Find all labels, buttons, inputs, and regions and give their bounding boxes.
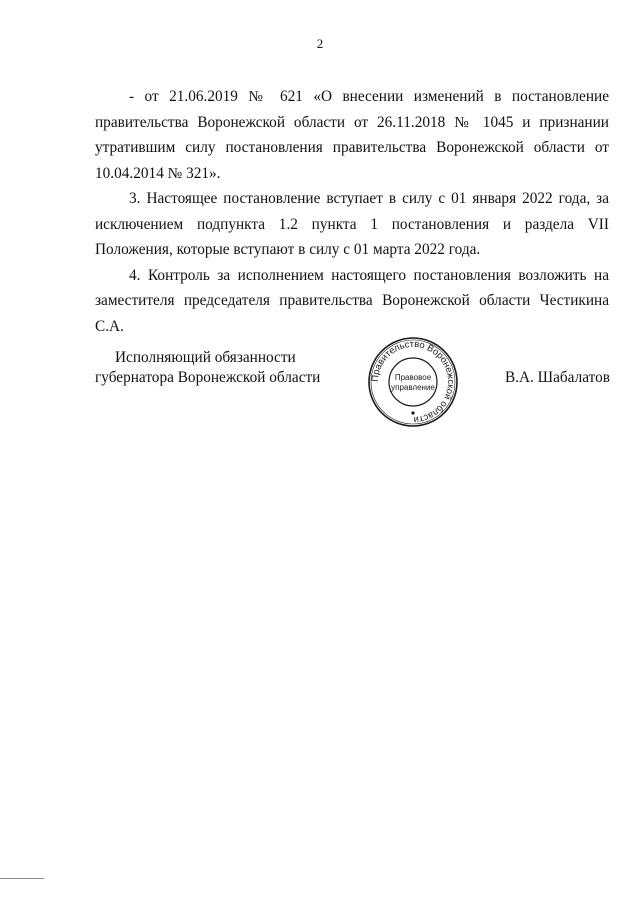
stamp-inner-line1: Правовое: [394, 373, 432, 382]
paragraph-control-assignment: 4. Контроль за исполнением настоящего постановления возложить на заместителя председателя правительства Воронежской области Честикина С.А.: [95, 266, 609, 335]
page-number: 2: [316, 36, 324, 51]
stamp-inner-ring: [389, 358, 437, 406]
signer-name: В.А. Шабалатов: [504, 369, 610, 386]
stamp-dot: [411, 411, 414, 414]
signer-title: [95, 348, 320, 388]
footer-divider: [0, 878, 44, 879]
signer-title-line2: губернатора Воронежской области: [95, 369, 321, 386]
stamp-inner-line2: управление: [391, 383, 435, 392]
signer-title-line1: Исполняющий обязанности: [115, 349, 296, 366]
stamp-outer-text: Правительство Воронежской области: [368, 337, 458, 427]
document-body: [95, 84, 609, 339]
stamp-seal-icon: [367, 336, 459, 428]
paragraph-effective-date: 3. Настоящее постановление вступает в силу с 01 января 2022 года, за исключением подпункта 1.2 пункта 1 постановления и раздела VII Положения, которые вступают в силу с 01 марта 2022 года.: [95, 190, 609, 258]
official-stamp: [367, 336, 459, 428]
paragraph-amendment-reference: - от 21.06.2019 № 621 «О внесении изменений в постановление правительства Воронежской области от 26.11.2018 № 1045 и признании утратившим силу постановления правительства Воронежской области от 10.04.2014 № 321».: [95, 88, 609, 182]
signature-block: [95, 337, 610, 428]
